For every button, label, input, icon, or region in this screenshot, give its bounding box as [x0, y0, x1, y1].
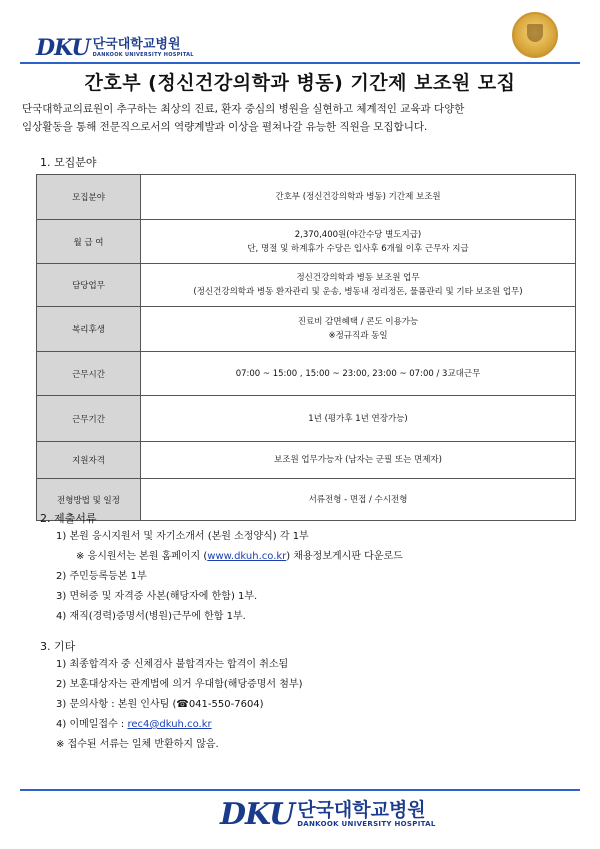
- row-value: 서류전형 - 면접 / 수시전형: [308, 494, 408, 505]
- row-label: 지원자격: [37, 442, 141, 478]
- recruitment-table: [36, 174, 576, 521]
- footer-logo: [220, 797, 436, 832]
- row-label: 근무시간: [37, 352, 141, 395]
- table-row: [37, 396, 575, 442]
- table-row: [37, 175, 575, 220]
- logo-mark: DKU: [36, 35, 90, 61]
- note-text: ※ 응시원서는 본원 홈페이지 (: [76, 551, 208, 562]
- list-item: 3) 면허증 및 자격증 사본(해당자에 한함) 1부.: [56, 591, 258, 602]
- top-divider: [20, 62, 580, 64]
- row-label: 담당업무: [37, 264, 141, 306]
- emblem-icon: [512, 12, 558, 58]
- section-heading-documents: 2. 제출서류: [40, 512, 97, 525]
- row-label: 전형방법 및 일정: [37, 479, 141, 520]
- documents-list: [56, 527, 403, 627]
- row-value: 진료비 감면혜택 / 콘도 이용가능: [297, 317, 419, 327]
- homepage-link[interactable]: www.dkuh.co.kr: [207, 551, 287, 562]
- intro-paragraph: [22, 100, 582, 136]
- bottom-divider: [20, 789, 580, 791]
- row-value: 07:00 ~ 15:00 , 15:00 ~ 23:00, 23:00 ~ 07:00 / 3교대근무: [235, 368, 481, 379]
- email-label: 4) 이메일접수 :: [56, 719, 128, 730]
- section-heading-recruitment: 1. 모집분야: [40, 156, 97, 169]
- row-value: 정신건강의학과 병동 보조원 업무: [296, 273, 420, 283]
- table-row: [37, 307, 575, 352]
- footer-logo-name-kr: 단국대학교병원: [297, 799, 426, 821]
- list-item: 2) 주민등록등본 1부: [56, 571, 147, 582]
- table-row: [37, 442, 575, 479]
- row-value: 1년 (평가후 1년 연장가능): [308, 413, 408, 424]
- email-link[interactable]: rec4@dkuh.co.kr: [127, 719, 212, 730]
- section-heading-etc: 3. 기타: [40, 640, 76, 653]
- list-note: ※ 접수된 서류는 일체 반환하지 않음.: [56, 739, 219, 750]
- row-value: 단, 명절 및 하계휴가 수당은 입사후 6개월 이후 근무자 지급: [247, 243, 469, 254]
- intro-line: 단국대학교의료원이 추구하는 최상의 진료, 환자 중심의 병원을 실현하고 체계적인 교육과 다양한: [22, 103, 465, 115]
- row-label: 모집분야: [37, 175, 141, 219]
- table-row: [37, 479, 575, 520]
- list-item: 4) 재직(경력)증명서(병원)근무에 한함 1부.: [56, 611, 246, 622]
- list-item: 1) 본원 응시지원서 및 자기소개서 (본원 소정양식) 각 1부: [56, 531, 309, 542]
- row-label: 근무기간: [37, 396, 141, 441]
- header-logo: [36, 35, 194, 61]
- logo-name-kr: 단국대학교병원: [92, 37, 181, 52]
- list-item: 2) 보훈대상자는 관계법에 의거 우대함(해당증명서 첨부): [56, 679, 303, 690]
- row-value: ※정규직과 동일: [328, 331, 388, 341]
- intro-line: 임상활동을 통해 전문직으로서의 역량계발과 이상을 펼쳐나갈 유능한 직원을 모집합니다.: [22, 121, 428, 133]
- logo-name-en: DANKOOK UNIVERSITY HOSPITAL: [92, 52, 194, 58]
- row-label: 복리후생: [37, 307, 141, 351]
- list-item: [56, 715, 302, 735]
- list-item: 3) 문의사항 : 본원 인사팀 (☎041-550-7604): [56, 699, 264, 710]
- list-note: [56, 547, 403, 567]
- row-value: (정신건강의학과 병동 환자관리 및 운송, 병동내 정리정돈, 물품관리 및 기타 보조원 업무): [193, 287, 523, 297]
- footer-logo-mark: DKU: [220, 797, 295, 832]
- note-text: ) 채용정보게시판 다운로드: [286, 551, 403, 562]
- table-row: [37, 352, 575, 396]
- row-value: 2,370,400원(야간수당 별도지급): [294, 229, 422, 240]
- table-row: [37, 264, 575, 307]
- table-row: [37, 220, 575, 264]
- row-value: 간호부 (정신건강의학과 병동) 기간제 보조원: [275, 192, 441, 202]
- row-label: 월 급 여: [37, 220, 141, 263]
- footer-logo-name-en: DANKOOK UNIVERSITY HOSPITAL: [297, 820, 436, 828]
- etc-list: [56, 655, 302, 755]
- list-item: 1) 최종합격자 중 신체검사 불합격자는 합격이 취소됨: [56, 659, 289, 670]
- row-value: 보조원 업무가능자 (남자는 군필 또는 면제자): [274, 455, 442, 465]
- page-title: 간호부 (정신건강의학과 병동) 기간제 보조원 모집: [84, 72, 516, 94]
